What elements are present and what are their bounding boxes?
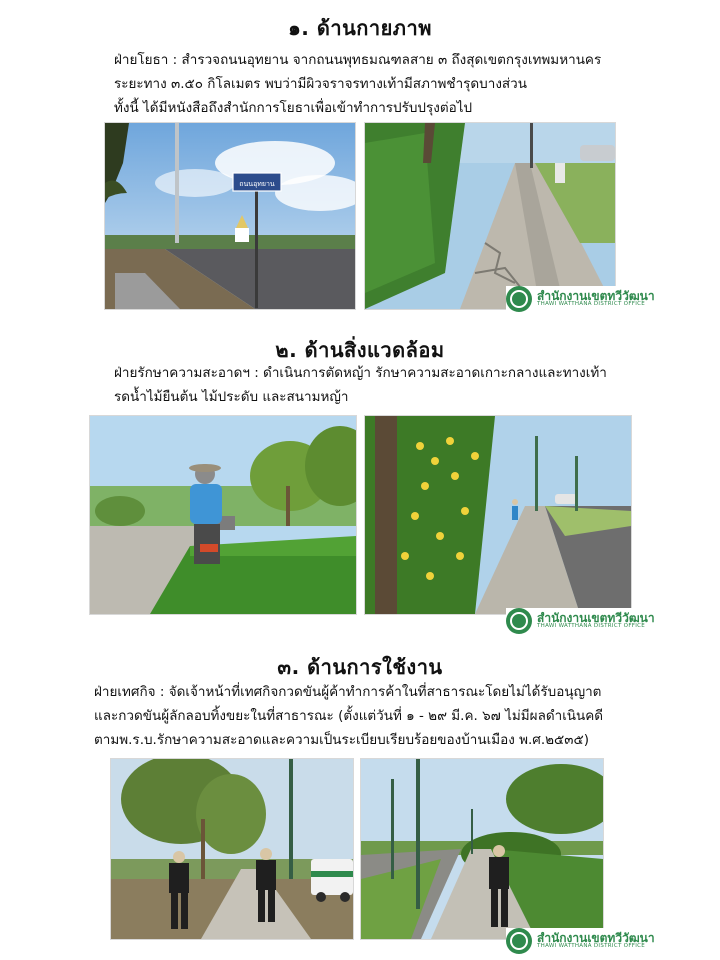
section-1-line-3: ทั้งนี้ ได้มีหนังสือถึงสำนักการโยธาเพื่อเข้าทำการปรับปรุงต่อไป bbox=[114, 100, 473, 116]
photo-officer-walkway bbox=[360, 758, 604, 940]
district-emblem-icon-3 bbox=[506, 928, 532, 954]
logo-english-name: THAWI WATTHANA DISTRICT OFFICE bbox=[537, 301, 646, 308]
photo-officers-patrol bbox=[110, 758, 354, 940]
district-logo bbox=[506, 286, 655, 312]
district-logo-2 bbox=[506, 608, 655, 634]
photo-hedge-trimming bbox=[89, 415, 357, 615]
logo-thai-name: สำนักงานเขตทวีวัฒนา bbox=[537, 288, 655, 303]
section-2-line-1: ฝ่ายรักษาความสะอาดฯ : ดำเนินการตัดหญ้า รักษาความสะอาดเกาะกลางและทางเท้า bbox=[114, 365, 607, 381]
section-2-line-2: รดน้ำไม้ยืนต้น ไม้ประดับ และสนามหญ้า bbox=[114, 389, 349, 405]
section-2-heading: ๒. ด้านสิ่งแวดล้อม bbox=[275, 338, 445, 362]
section-1-text bbox=[114, 48, 601, 120]
district-emblem-icon-2 bbox=[506, 608, 532, 634]
logo-thai-name-2: สำนักงานเขตทวีวัฒนา bbox=[537, 610, 655, 625]
section-3-line-1: ฝ่ายเทศกิจ : จัดเจ้าหน้าที่เทศกิจกวดขันผู้ค้าทำการค้าในที่สาธารณะโดยไม่ได้รับอนุญาต bbox=[94, 684, 602, 700]
street-sign-text: ถนนอุทยาน bbox=[239, 180, 275, 188]
logo-thai-name-3: สำนักงานเขตทวีวัฒนา bbox=[537, 930, 655, 945]
section-3-line-3: ตามพ.ร.บ.รักษาความสะอาดและความเป็นระเบียบเรียบร้อยของบ้านเมือง พ.ศ.๒๕๓๕) bbox=[94, 732, 589, 748]
section-1-heading: ๑. ด้านกายภาพ bbox=[288, 16, 432, 40]
section-2-text bbox=[114, 361, 607, 409]
photo-street-sweeping bbox=[364, 415, 632, 615]
district-emblem-icon bbox=[506, 286, 532, 312]
section-3-line-2: และกวดขันผู้ลักลอบทิ้งขยะในที่สาธารณะ (ตั้งแต่วันที่ ๑ - ๒๙ มี.ค. ๖๗ ไม่มีผลดำเนินคดี bbox=[94, 708, 604, 724]
district-logo-3 bbox=[506, 928, 655, 954]
section-3-text bbox=[94, 680, 603, 752]
photo-street-sign bbox=[104, 122, 356, 310]
logo-english-name-2: THAWI WATTHANA DISTRICT OFFICE bbox=[537, 623, 646, 630]
section-1-line-1: ฝ่ายโยธา : สำรวจถนนอุทยาน จากถนนพุทธมณฑลสาย ๓ ถึงสุดเขตกรุงเทพมหานคร bbox=[114, 52, 602, 68]
logo-english-name-3: THAWI WATTHANA DISTRICT OFFICE bbox=[537, 943, 646, 950]
section-3-heading: ๓. ด้านการใช้งาน bbox=[277, 655, 443, 679]
section-1-line-2: ระยะทาง ๓.๕๐ กิโลเมตร พบว่ามีผิวจราจรทางเท้ามีสภาพชำรุดบางส่วน bbox=[114, 76, 527, 92]
photo-damaged-sidewalk bbox=[364, 122, 616, 310]
